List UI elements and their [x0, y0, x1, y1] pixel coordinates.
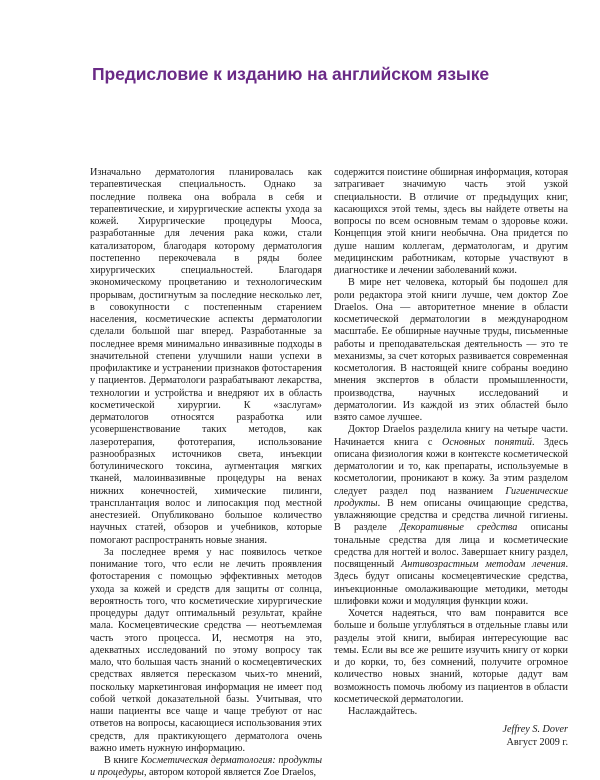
left-column — [90, 167, 322, 780]
signature-name: Jeffrey S. Dover — [502, 724, 568, 736]
text-run: , автором которой является Zoe Draelos, — [143, 767, 317, 779]
page-title: Предисловие к изданию на английском языке — [92, 64, 490, 84]
signature-block — [334, 724, 568, 749]
text-run: В книге — [104, 755, 141, 766]
closing-line: Наслаждайтесь. — [348, 706, 418, 717]
book-title-italic: Косметическая дерматология: продукты и процедуры — [90, 755, 322, 779]
section-name-italic: Декоративные средства — [399, 522, 518, 534]
text-run: . Здесь будут описаны космецевтические средства, инъекционные омолаживающие методики, методы шлифовки кожи и модуляция функции кожи. — [334, 559, 568, 607]
paragraph: Хочется надеяться, что вам понравится все больше и больше углубляться в отдельные главы или разделы этой книги, выбирая интересующие вас темы. Если вы все же решите изучить книгу от корки и до корки, то, без сомнений, получите огромное количество новых знаний, которые дадут вам возможность помочь любому из пациентов в области косметической дерматологии. — [334, 608, 568, 705]
text-run: описаны тональные средства для лица и косметические средства для ногтей и волос. Завершает книгу раздел, посвященный — [334, 522, 569, 570]
text-run: Доктор Draelos разделила книгу на четыре части. Начинается книга с — [334, 424, 568, 448]
text-run: . В нем описаны очищающие средства, увлажняющие средства и средства личной гигиены. В разделе — [334, 497, 568, 534]
section-name-italic: Гигиенические продукты — [334, 485, 568, 509]
right-column — [334, 167, 568, 749]
section-name-italic: Антивозрастным методам лечения — [401, 559, 566, 570]
paragraph: содержится поистине обширная информация, которая затрагивает значимую часть этой узкой специальности. В отличие от предыдущих книг, касающихся этой темы, здесь вы найдете ответы на вопросы по всем основным темам о здоровье кожи. Концепция этой книги необычна. Она придется по душе нашим коллегам, дерматологам, и другим медицинским работникам, которые участвуют в диагностике и лечении заболеваний кожи. — [334, 167, 568, 276]
paragraph: Изначально дерматология планировалась как терапевтическая специальность. Однако за последние полвека она вобрала в себя и терапевтические, и хирургические аспекты ухода за кожей. Хирургические процедуры Мооса, разработанные для лечения рака кожи, стали катализатором, благодаря которому дерматология постепенно перекочевала в ряды более хирургических специальностей. Благодаря экономическому процветанию и технологическим прорывам, достигнутым за последние несколько лет, в совокупности с постепенным старением населения, косметические аспекты дерматологии сделали большой шаг вперед. Разработанные за последнее время минимально инвазивные подходы в значительной степени улучшили наши успехи в профилактике и устранении признаков фотостарения у пациентов. Дерматологи разрабатывают лекарства, технологии и устройства и внедряют их в область косметической хирургии. К «заслугам» дерматологов относятся разработка или усовершенствование таких методов, как лазеротерапия, фототерапия, использование разнообразных источников света, инъекции ботулинического токсина, аугментация мягких тканей, малоинвазивные процедуры на венах нижних конечностей, химические пилинги, трансплантация волос и липосакция под местной анестезией. Опубликовано большое количество научных статей, обзоров и учебников, которые помогают распространять новые знания. — [90, 167, 322, 546]
text-run: . Здесь описана физиология кожи в контексте косметической дерматологии и то, как препараты, используемые в косметологии, проникают в кожу. За этим разделом следует раздел под названием — [334, 436, 568, 497]
paragraph — [90, 755, 322, 780]
section-name-italic: Основных понятий — [441, 436, 532, 448]
signature-date: Август 2009 г. — [506, 736, 568, 748]
paragraph: В мире нет человека, который бы подошел для роли редактора этой книги лучше, чем доктор Zoe Draelos. Она — авторитетное мнение в области косметической дерматологии в международном масштабе. Ее обширные научные труды, письменные работы и преподавательская деятельность — это те механизмы, за счет которых развивается современная косметология. В настоящей книге собраны воедино мнения экспертов в области промышленности, производства, научных исследований и дерматологии. Из каждой из этих областей было взято самое лучшее. — [334, 277, 568, 423]
paragraph — [334, 424, 568, 608]
paragraph: За последнее время у нас появилось четкое понимание того, что если не лечить проявления фотостарения с помощью эффективных методов ухода за кожей и средств для защиты от солнца, вероятность того, что косметические хирургические процедуры дадут оптимальный результат, крайне мала. Космецевтические средства — неотъемлемая часть этого процесса. И, несмотря на это, адекватных исследований по этому вопросу так мало, что большая часть знаний о космецевтических средствах является пересказом чьих-то мнений, поскольку маркетинговая информация не имеет под собой четкой доказательной базы. Учитывая, что наши пациенты все чаще и чаще требуют от нас ответов на вопросы, касающиеся использования этих средств, для практикующего дерматолога очень важно иметь нужную информацию. — [90, 546, 322, 754]
